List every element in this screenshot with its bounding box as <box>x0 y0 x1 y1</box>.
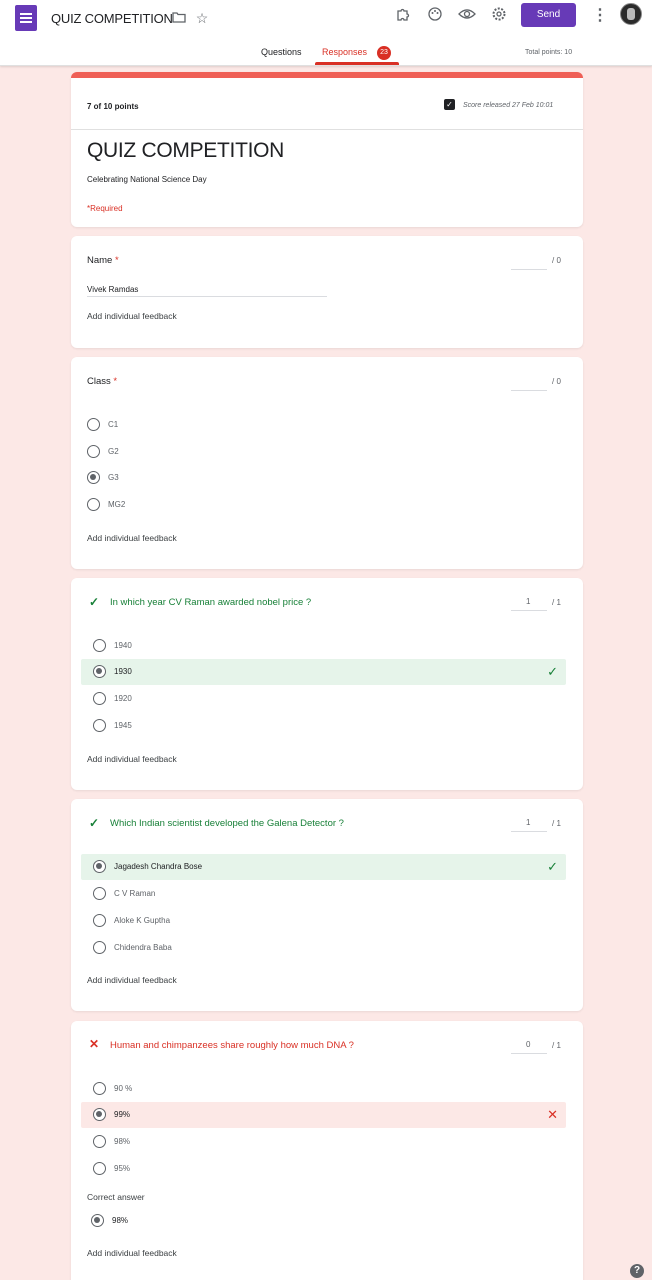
send-button[interactable]: Send <box>521 3 576 27</box>
option-row[interactable] <box>81 1129 566 1155</box>
help-icon[interactable]: ? <box>630 1264 644 1278</box>
total-points: Total points: 10 <box>525 49 573 56</box>
option-row-selected-correct[interactable] <box>81 659 566 685</box>
score-released-text: Score released 27 Feb 10:01 <box>463 102 554 109</box>
addon-puzzle-icon[interactable] <box>393 6 413 26</box>
preview-eye-icon[interactable] <box>457 6 477 26</box>
forms-app-icon[interactable] <box>15 5 37 31</box>
radio-button-selected[interactable] <box>93 665 106 678</box>
radio-button-selected[interactable] <box>93 860 106 873</box>
tab-questions[interactable]: Questions <box>261 47 302 57</box>
option-row[interactable] <box>81 686 566 712</box>
option-label: 99% <box>114 1110 131 1119</box>
radio-button[interactable] <box>93 1162 106 1175</box>
option-label: 98% <box>114 1137 131 1146</box>
correct-check-icon: ✓ <box>547 859 558 874</box>
option-row[interactable] <box>81 908 566 934</box>
score-summary-card <box>71 72 583 227</box>
add-feedback-link[interactable]: Add individual feedback <box>87 975 177 985</box>
points-awarded[interactable]: 0 <box>526 1040 531 1049</box>
incorrect-x-icon: ✕ <box>547 1107 558 1122</box>
option-row-selected-correct[interactable] <box>81 854 566 880</box>
option-label: 1940 <box>114 641 132 650</box>
top-bar <box>0 0 652 66</box>
correct-check-icon: ✓ <box>89 816 100 830</box>
points-max: / 0 <box>552 377 561 386</box>
question-title: Class * <box>87 376 118 387</box>
option-label: Chidendra Baba <box>114 943 172 952</box>
question-title: Name * <box>87 255 119 266</box>
question-card-dna <box>71 1021 583 1280</box>
question-card-name <box>71 236 583 348</box>
radio-button[interactable] <box>87 418 100 431</box>
responses-count-badge: 23 <box>377 46 391 60</box>
points-max: / 0 <box>552 256 561 265</box>
points-input[interactable] <box>511 831 547 832</box>
question-title: Which Indian scientist developed the Galena Detector ? <box>110 818 344 829</box>
radio-button[interactable] <box>93 914 106 927</box>
radio-button[interactable] <box>93 887 106 900</box>
correct-check-icon: ✓ <box>547 664 558 679</box>
incorrect-x-icon: ✕ <box>89 1037 100 1051</box>
form-title: QUIZ COMPETITION <box>87 139 285 162</box>
option-label: G3 <box>108 473 119 482</box>
form-description: Celebrating National Science Day <box>87 175 207 184</box>
question-card-galena <box>71 799 583 1011</box>
option-label: G2 <box>108 447 119 456</box>
radio-button[interactable] <box>93 1082 106 1095</box>
option-row[interactable] <box>81 881 566 907</box>
correct-answer-label: 98% <box>112 1216 129 1225</box>
option-row-selected[interactable] <box>81 465 566 491</box>
option-row[interactable] <box>81 492 566 518</box>
correct-answer-heading: Correct answer <box>87 1192 145 1202</box>
option-row[interactable] <box>81 1156 566 1182</box>
points-max: / 1 <box>552 598 561 607</box>
question-title: In which year CV Raman awarded nobel price ? <box>110 597 312 608</box>
option-row[interactable] <box>81 935 566 961</box>
points-max: / 1 <box>552 819 561 828</box>
question-card-nobel <box>71 578 583 790</box>
option-label: C1 <box>108 420 119 429</box>
points-input[interactable] <box>511 390 547 391</box>
add-feedback-link[interactable]: Add individual feedback <box>87 533 177 543</box>
palette-icon[interactable] <box>425 6 445 26</box>
document-title[interactable]: QUIZ COMPETITION <box>51 11 173 26</box>
option-label: Aloke K Guptha <box>114 916 171 925</box>
radio-button[interactable] <box>93 692 106 705</box>
question-title: Human and chimpanzees share roughly how much DNA ? <box>110 1040 354 1051</box>
option-row[interactable] <box>81 412 566 438</box>
radio-button[interactable] <box>87 498 100 511</box>
radio-button-selected <box>91 1214 104 1227</box>
radio-button[interactable] <box>93 941 106 954</box>
radio-button-selected[interactable] <box>87 471 100 484</box>
more-options-icon[interactable]: ⋮ <box>592 7 608 24</box>
score-released-check-icon: ✓ <box>444 99 455 110</box>
correct-check-icon: ✓ <box>89 595 100 609</box>
correct-answer-row <box>81 1208 566 1234</box>
points-input[interactable] <box>511 610 547 611</box>
option-row[interactable] <box>81 633 566 659</box>
option-label: 95% <box>114 1164 131 1173</box>
option-row-selected-incorrect[interactable] <box>81 1102 566 1128</box>
option-label: 90 % <box>114 1084 133 1093</box>
option-row[interactable] <box>81 439 566 465</box>
points-max: / 1 <box>552 1041 561 1050</box>
points-awarded[interactable]: 1 <box>526 597 531 606</box>
points-input[interactable] <box>511 1053 547 1054</box>
option-label: C V Raman <box>114 889 156 898</box>
radio-button[interactable] <box>93 719 106 732</box>
divider <box>71 129 583 130</box>
account-avatar[interactable] <box>620 3 642 25</box>
add-feedback-link[interactable]: Add individual feedback <box>87 1248 177 1258</box>
settings-gear-icon[interactable] <box>489 6 509 26</box>
add-feedback-link[interactable]: Add individual feedback <box>87 311 177 321</box>
points-input[interactable] <box>511 269 547 270</box>
score-points: 7 of 10 points <box>87 102 139 111</box>
radio-button[interactable] <box>93 639 106 652</box>
required-note: *Required <box>87 204 123 213</box>
answer-underline <box>87 296 327 297</box>
question-card-class <box>71 357 583 569</box>
tab-responses[interactable]: Responses <box>322 47 368 57</box>
option-label: 1930 <box>114 667 132 676</box>
folder-icon[interactable] <box>171 10 187 26</box>
option-row[interactable] <box>81 1076 566 1102</box>
radio-button[interactable] <box>87 445 100 458</box>
option-label: 1920 <box>114 694 132 703</box>
star-icon[interactable]: ☆ <box>195 10 209 26</box>
short-answer-text: Vivek Ramdas <box>87 285 139 294</box>
active-tab-indicator <box>315 62 399 65</box>
radio-button[interactable] <box>93 1135 106 1148</box>
option-label: Jagadesh Chandra Bose <box>114 862 203 871</box>
radio-button-selected[interactable] <box>93 1108 106 1121</box>
option-label: MG2 <box>108 500 126 509</box>
add-feedback-link[interactable]: Add individual feedback <box>87 754 177 764</box>
option-label: 1945 <box>114 721 132 730</box>
option-row[interactable] <box>81 713 566 739</box>
points-awarded[interactable]: 1 <box>526 818 531 827</box>
